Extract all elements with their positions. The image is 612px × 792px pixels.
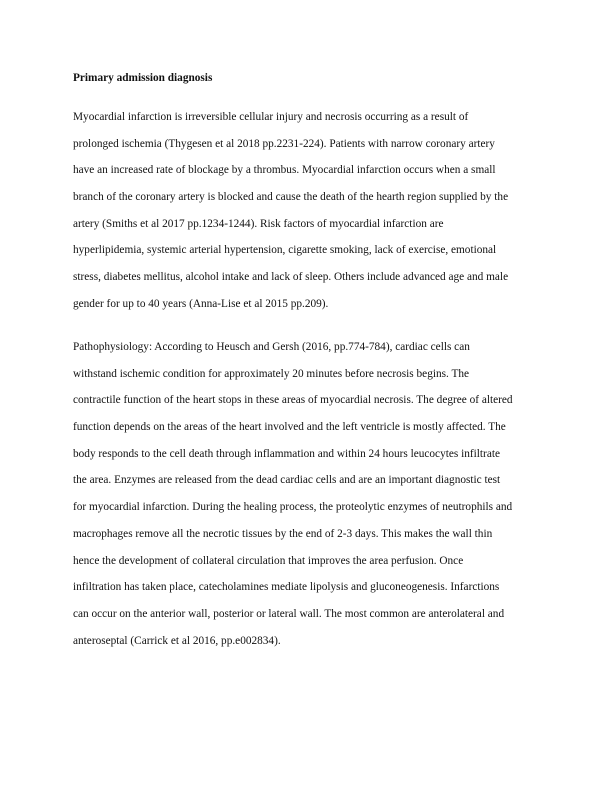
paragraph-line: branch of the coronary artery is blocked and cause the death of the hearth region supplied by the (73, 191, 509, 204)
paragraph-line: artery (Smiths et al 2017 pp.1234-1244). Risk factors of myocardial infarction are (73, 217, 444, 230)
paragraph-line: withstand ischemic condition for approximately 20 minutes before necrosis begins. The (73, 367, 470, 380)
paragraph-line: anteroseptal (Carrick et al 2016, pp.e002834). (73, 634, 281, 647)
paragraph-line: hyperlipidemia, systemic arterial hypertension, cigarette smoking, lack of exercise, emotional (73, 244, 497, 257)
section-heading: Primary admission diagnosis (73, 72, 213, 84)
paragraph-line: prolonged ischemia (Thygesen et al 2018 pp.2231-224). Patients with narrow coronary artery (73, 137, 495, 150)
paragraph-line: body responds to the cell death through inflammation and within 24 hours leucocytes infiltrate (73, 447, 500, 460)
paragraph-line: gender for up to 40 years (Anna-Lise et al 2015 pp.209). (73, 297, 329, 310)
paragraph-line: infiltration has taken place, catecholamines mediate lipolysis and gluconeogenesis. Infarctions (73, 581, 500, 594)
paragraph-line: Pathophysiology: According to Heusch and Gersh (2016, pp.774-784), cardiac cells can (73, 341, 470, 353)
paragraph-line: the area. Enzymes are released from the dead cardiac cells and are an important diagnostic test (73, 474, 501, 487)
paragraph-line: macrophages remove all the necrotic tissues by the end of 2-3 days. This makes the wall thin (73, 527, 493, 540)
paragraph-line: have an increased rate of blockage by a thrombus. Myocardial infarction occurs when a small (73, 164, 496, 177)
document-body (73, 70, 543, 647)
paragraph-line: function depends on the areas of the heart involved and the left ventricle is mostly affected. The (73, 421, 506, 434)
paragraph-line: Myocardial infarction is irreversible cellular injury and necrosis occurring as a result of (73, 111, 469, 123)
paragraph-line: stress, diabetes mellitus, alcohol intake and lack of sleep. Others include advanced age and male (73, 271, 509, 284)
paragraph-line: hence the development of collateral circulation that improves the area perfusion. Once (73, 554, 464, 567)
paragraph-pathophysiology (73, 334, 513, 654)
paragraph-line: contractile function of the heart stops in these areas of myocardial necrosis. The degree of altered (73, 394, 513, 407)
paragraph-line: for myocardial infarction. During the healing process, the proteolytic enzymes of neutrophils and (73, 501, 513, 514)
paragraph-line: can occur on the anterior wall, posterior or lateral wall. The most common are anterolateral and (73, 607, 505, 620)
paragraph-diagnosis (73, 104, 508, 318)
